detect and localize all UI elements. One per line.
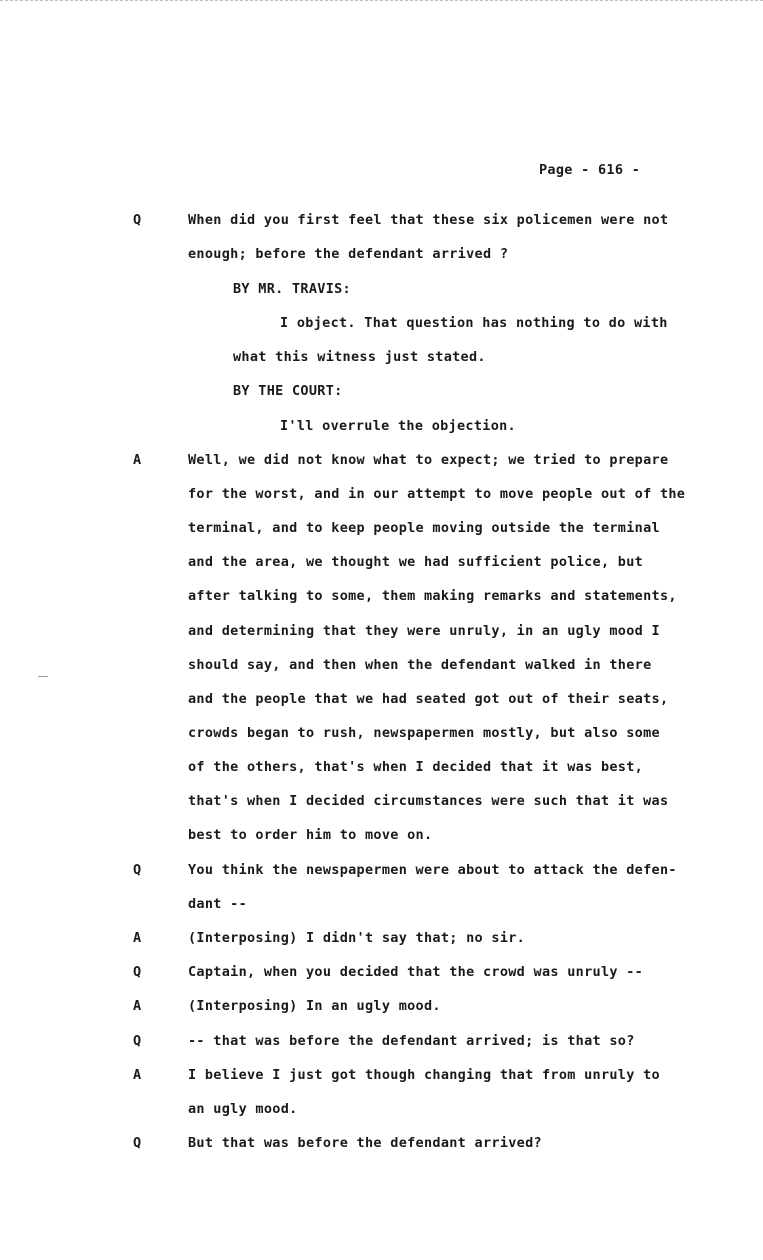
answer-line: Well, we did not know what to expect; we tried to prepare <box>188 452 669 468</box>
question-marker: Q <box>133 862 142 878</box>
objection-line: I object. That question has nothing to do with <box>280 315 668 331</box>
answer-line: that's when I decided circumstances were such that it was <box>188 793 669 809</box>
answer-line: and the people that we had seated got out of their seats, <box>188 691 669 707</box>
top-edge-border <box>0 0 763 5</box>
question-line: When did you first feel that these six policemen were not <box>188 212 669 228</box>
answer-line: terminal, and to keep people moving outside the terminal <box>188 520 660 536</box>
answer-line: of the others, that's when I decided that it was best, <box>188 759 644 775</box>
question-line: -- that was before the defendant arrived; is that so? <box>188 1033 635 1049</box>
ruling-line: I'll overrule the objection. <box>280 418 516 434</box>
answer-line: (Interposing) In an ugly mood. <box>188 998 441 1014</box>
answer-marker: A <box>133 998 142 1014</box>
answer-marker: A <box>133 452 142 468</box>
answer-line: (Interposing) I didn't say that; no sir. <box>188 930 526 946</box>
question-line: enough; before the defendant arrived ? <box>188 246 509 262</box>
speaker-heading-travis: BY MR. TRAVIS: <box>233 281 351 297</box>
question-line: dant -- <box>188 896 247 912</box>
answer-line: and determining that they were unruly, in an ugly mood I <box>188 623 660 639</box>
answer-line: after talking to some, them making remarks and statements, <box>188 588 677 604</box>
answer-marker: A <box>133 1067 142 1083</box>
answer-line: I believe I just got though changing that from unruly to <box>188 1067 660 1083</box>
scan-mark <box>38 676 48 677</box>
question-marker: Q <box>133 1135 142 1151</box>
answer-line: and the area, we thought we had sufficient police, but <box>188 554 644 570</box>
answer-marker: A <box>133 930 142 946</box>
question-marker: Q <box>133 964 142 980</box>
answer-line: crowds began to rush, newspapermen mostly, but also some <box>188 725 660 741</box>
answer-line: an ugly mood. <box>188 1101 298 1117</box>
question-marker: Q <box>133 1033 142 1049</box>
answer-line: best to order him to move on. <box>188 827 433 843</box>
question-line: You think the newspapermen were about to attack the defen- <box>188 862 677 878</box>
answer-line: should say, and then when the defendant walked in there <box>188 657 652 673</box>
speaker-heading-court: BY THE COURT: <box>233 383 343 399</box>
question-line: But that was before the defendant arrived? <box>188 1135 542 1151</box>
page-number: Page - 616 - <box>539 162 641 178</box>
question-line: Captain, when you decided that the crowd was unruly -- <box>188 964 644 980</box>
question-marker: Q <box>133 212 142 228</box>
answer-line: for the worst, and in our attempt to move people out of the <box>188 486 686 502</box>
objection-line: what this witness just stated. <box>233 349 486 365</box>
